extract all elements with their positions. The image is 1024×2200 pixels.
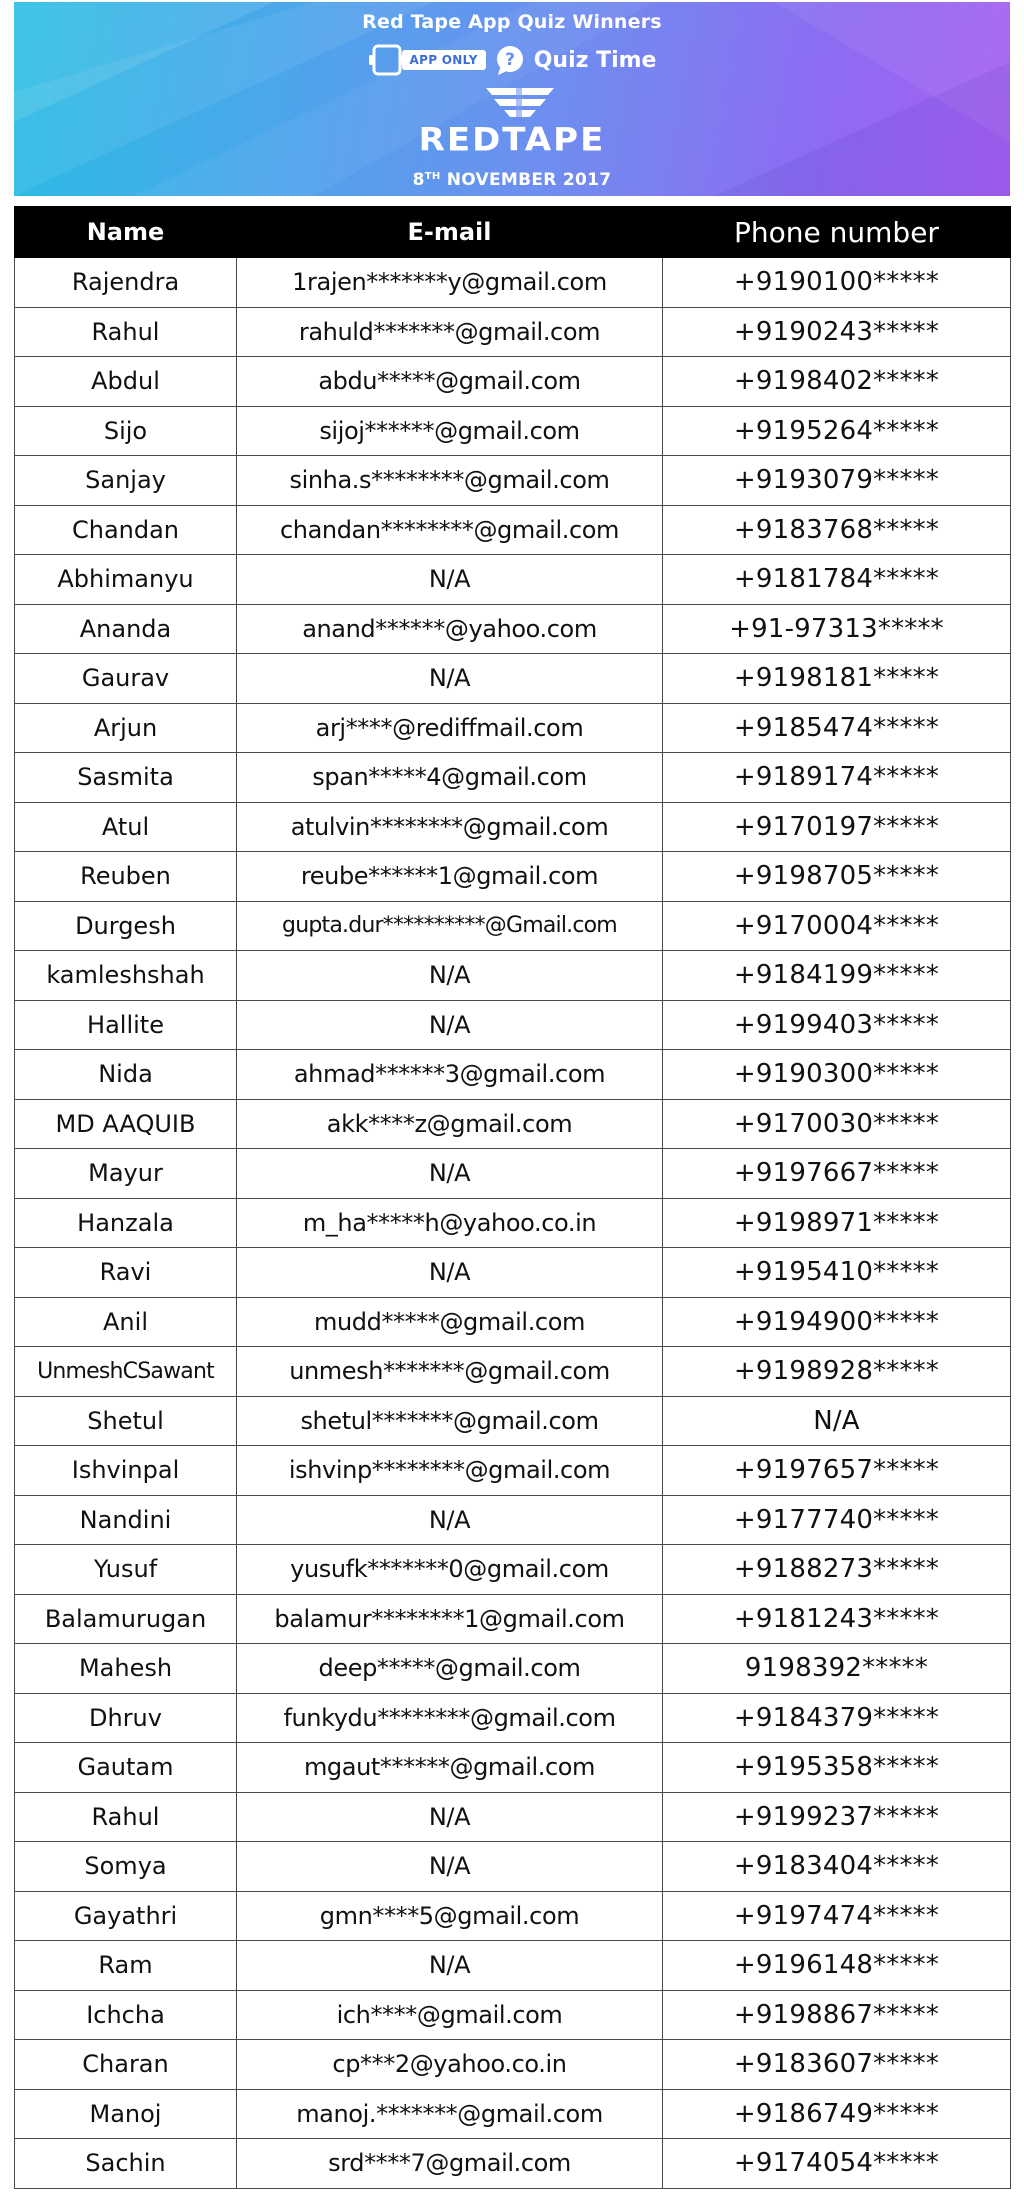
phone-cell: +9195358***** [663, 1743, 1011, 1793]
phone-cell: +9198705***** [663, 852, 1011, 902]
email-cell: N/A [237, 1495, 663, 1545]
name-cell: Yusuf [15, 1545, 237, 1595]
name-cell: Hallite [15, 1000, 237, 1050]
table-row [15, 1198, 1011, 1248]
name-cell: UnmeshCSawant [15, 1347, 237, 1397]
table-row [15, 1099, 1011, 1149]
table-row [15, 753, 1011, 803]
table-row [15, 1297, 1011, 1347]
phone-cell: +9185474***** [663, 703, 1011, 753]
email-cell: N/A [237, 654, 663, 704]
table-row [15, 1050, 1011, 1100]
email-cell: span*****4@gmail.com [237, 753, 663, 803]
email-cell: deep*****@gmail.com [237, 1644, 663, 1694]
email-cell: N/A [237, 1248, 663, 1298]
email-cell: reube******1@gmail.com [237, 852, 663, 902]
table-row [15, 1792, 1011, 1842]
name-cell: Nida [15, 1050, 237, 1100]
table-row [15, 1347, 1011, 1397]
name-cell: Somya [15, 1842, 237, 1892]
email-cell: ich****@gmail.com [237, 1990, 663, 2040]
name-cell: Arjun [15, 703, 237, 753]
table-row [15, 258, 1011, 308]
name-cell: Ananda [15, 604, 237, 654]
email-cell: unmesh*******@gmail.com [237, 1347, 663, 1397]
name-cell: Sasmita [15, 753, 237, 803]
email-cell: balamur********1@gmail.com [237, 1594, 663, 1644]
app-only-label: APP ONLY [402, 50, 486, 70]
name-cell: MD AAQUIB [15, 1099, 237, 1149]
name-cell: Nandini [15, 1495, 237, 1545]
table-row [15, 2139, 1011, 2189]
email-cell: yusufk*******0@gmail.com [237, 1545, 663, 1595]
phone-cell: +9174054***** [663, 2139, 1011, 2189]
table-row [15, 1396, 1011, 1446]
email-cell: N/A [237, 555, 663, 605]
email-cell: chandan********@gmail.com [237, 505, 663, 555]
table-row [15, 951, 1011, 1001]
phone-cell: +9181243***** [663, 1594, 1011, 1644]
table-row [15, 1693, 1011, 1743]
table-row [15, 357, 1011, 407]
phone-cell: +9198402***** [663, 357, 1011, 407]
email-cell: N/A [237, 1149, 663, 1199]
phone-cell: +9198867***** [663, 1990, 1011, 2040]
email-cell: shetul*******@gmail.com [237, 1396, 663, 1446]
name-cell: Sijo [15, 406, 237, 456]
table-row [15, 555, 1011, 605]
email-cell: akk****z@gmail.com [237, 1099, 663, 1149]
phone-cell: +9183768***** [663, 505, 1011, 555]
table-row [15, 1990, 1011, 2040]
name-cell: Durgesh [15, 901, 237, 951]
phone-cell: +9183607***** [663, 2040, 1011, 2090]
name-cell: Rajendra [15, 258, 237, 308]
app-only-badge [368, 43, 486, 77]
table-body [15, 258, 1011, 2189]
name-cell: Balamurugan [15, 1594, 237, 1644]
table-row [15, 1248, 1011, 1298]
name-cell: Gayathri [15, 1891, 237, 1941]
table-row [15, 1495, 1011, 1545]
header-row [15, 207, 1011, 258]
phone-cell: +9170197***** [663, 802, 1011, 852]
table-row [15, 2040, 1011, 2090]
email-cell: cp***2@yahoo.co.in [237, 2040, 663, 2090]
phone-cell: +9198181***** [663, 654, 1011, 704]
phone-cell: +9197667***** [663, 1149, 1011, 1199]
name-cell: Mayur [15, 1149, 237, 1199]
table-row [15, 901, 1011, 951]
table-row [15, 654, 1011, 704]
table-row [15, 1545, 1011, 1595]
email-cell: gupta.dur**********@Gmail.com [237, 901, 663, 951]
email-cell: gmn****5@gmail.com [237, 1891, 663, 1941]
table-row [15, 307, 1011, 357]
phone-cell: +9193079***** [663, 456, 1011, 506]
name-cell: Abdul [15, 357, 237, 407]
table-row [15, 1644, 1011, 1694]
name-cell: Manoj [15, 2089, 237, 2139]
name-cell: Gaurav [15, 654, 237, 704]
name-cell: Ravi [15, 1248, 237, 1298]
table-row [15, 1891, 1011, 1941]
email-cell: ahmad******3@gmail.com [237, 1050, 663, 1100]
email-cell: N/A [237, 1792, 663, 1842]
table-row [15, 505, 1011, 555]
email-cell: sinha.s********@gmail.com [237, 456, 663, 506]
date-month-year: NOVEMBER 2017 [446, 170, 612, 190]
email-cell: abdu*****@gmail.com [237, 357, 663, 407]
name-cell: Gautam [15, 1743, 237, 1793]
phone-cell: +9188273***** [663, 1545, 1011, 1595]
column-header-name: Name [15, 207, 237, 258]
table-row [15, 1941, 1011, 1991]
phone-cell: N/A [663, 1396, 1011, 1446]
name-cell: Anil [15, 1297, 237, 1347]
banner [14, 2, 1010, 196]
table-row [15, 1743, 1011, 1793]
table-row [15, 456, 1011, 506]
name-cell: Rahul [15, 307, 237, 357]
email-cell: m_ha*****h@yahoo.co.in [237, 1198, 663, 1248]
phone-cell: +9184199***** [663, 951, 1011, 1001]
phone-cell: +9197657***** [663, 1446, 1011, 1496]
phone-cell: +9181784***** [663, 555, 1011, 605]
phone-cell: +9194900***** [663, 1297, 1011, 1347]
name-cell: Shetul [15, 1396, 237, 1446]
name-cell: Mahesh [15, 1644, 237, 1694]
name-cell: Atul [15, 802, 237, 852]
phone-cell: +9195410***** [663, 1248, 1011, 1298]
smartphone-icon [368, 43, 406, 77]
table-row [15, 1149, 1011, 1199]
email-cell: mgaut******@gmail.com [237, 1743, 663, 1793]
table-row [15, 1594, 1011, 1644]
name-cell: Sanjay [15, 456, 237, 506]
name-cell: Dhruv [15, 1693, 237, 1743]
phone-cell: +9184379***** [663, 1693, 1011, 1743]
email-cell: manoj.*******@gmail.com [237, 2089, 663, 2139]
quiz-time-label: Quiz Time [533, 47, 657, 73]
table-row [15, 802, 1011, 852]
email-cell: ishvinp********@gmail.com [237, 1446, 663, 1496]
name-cell: Charan [15, 2040, 237, 2090]
email-cell: funkydu********@gmail.com [237, 1693, 663, 1743]
name-cell: Ichcha [15, 1990, 237, 2040]
email-cell: N/A [237, 1941, 663, 1991]
table-row [15, 852, 1011, 902]
phone-cell: +9197474***** [663, 1891, 1011, 1941]
phone-cell: +9190300***** [663, 1050, 1011, 1100]
name-cell: Sachin [15, 2139, 237, 2189]
phone-cell: +9183404***** [663, 1842, 1011, 1892]
table-row [15, 1446, 1011, 1496]
email-cell: N/A [237, 1000, 663, 1050]
name-cell: Rahul [15, 1792, 237, 1842]
phone-cell: +9198971***** [663, 1198, 1011, 1248]
phone-cell: +9170030***** [663, 1099, 1011, 1149]
phone-cell: +9189174***** [663, 753, 1011, 803]
email-cell: mudd*****@gmail.com [237, 1297, 663, 1347]
brand-name: REDTAPE [418, 121, 606, 159]
name-cell: Ram [15, 1941, 237, 1991]
name-cell: kamleshshah [15, 951, 237, 1001]
column-header-phone: Phone number [663, 207, 1011, 258]
email-cell: anand******@yahoo.com [237, 604, 663, 654]
date-day: 8 [412, 170, 425, 190]
table-row [15, 703, 1011, 753]
phone-cell: +9196148***** [663, 1941, 1011, 1991]
banner-title: Red Tape App Quiz Winners [362, 11, 662, 33]
phone-cell: +9199237***** [663, 1792, 1011, 1842]
date-suffix: TH [424, 171, 441, 182]
email-cell: srd****7@gmail.com [237, 2139, 663, 2189]
question-bubble-icon [494, 44, 526, 76]
name-cell: Hanzala [15, 1198, 237, 1248]
phone-cell: +91-97313***** [663, 604, 1011, 654]
name-cell: Abhimanyu [15, 555, 237, 605]
banner-date [14, 170, 1010, 190]
email-cell: rahuld*******@gmail.com [237, 307, 663, 357]
phone-cell: +9198928***** [663, 1347, 1011, 1397]
table-header [15, 207, 1011, 258]
table-row [15, 1000, 1011, 1050]
email-cell: 1rajen*******y@gmail.com [237, 258, 663, 308]
email-cell: N/A [237, 1842, 663, 1892]
email-cell: N/A [237, 951, 663, 1001]
name-cell: Ishvinpal [15, 1446, 237, 1496]
app-quiz-row [14, 42, 1010, 78]
phone-cell: +9199403***** [663, 1000, 1011, 1050]
column-header-email: E-mail [237, 207, 663, 258]
redtape-logo-icon [482, 86, 558, 118]
name-cell: Reuben [15, 852, 237, 902]
table-row [15, 2089, 1011, 2139]
name-cell: Chandan [15, 505, 237, 555]
phone-cell: +9170004***** [663, 901, 1011, 951]
table-row [15, 406, 1011, 456]
phone-cell: +9186749***** [663, 2089, 1011, 2139]
phone-cell: +9177740***** [663, 1495, 1011, 1545]
winners-table [14, 206, 1011, 2189]
phone-cell: +9195264***** [663, 406, 1011, 456]
table-row [15, 604, 1011, 654]
table-row [15, 1842, 1011, 1892]
phone-cell: 9198392***** [663, 1644, 1011, 1694]
email-cell: atulvin********@gmail.com [237, 802, 663, 852]
svg-text:?: ? [504, 50, 515, 70]
phone-cell: +9190243***** [663, 307, 1011, 357]
phone-cell: +9190100***** [663, 258, 1011, 308]
email-cell: arj****@rediffmail.com [237, 703, 663, 753]
email-cell: sijoj******@gmail.com [237, 406, 663, 456]
